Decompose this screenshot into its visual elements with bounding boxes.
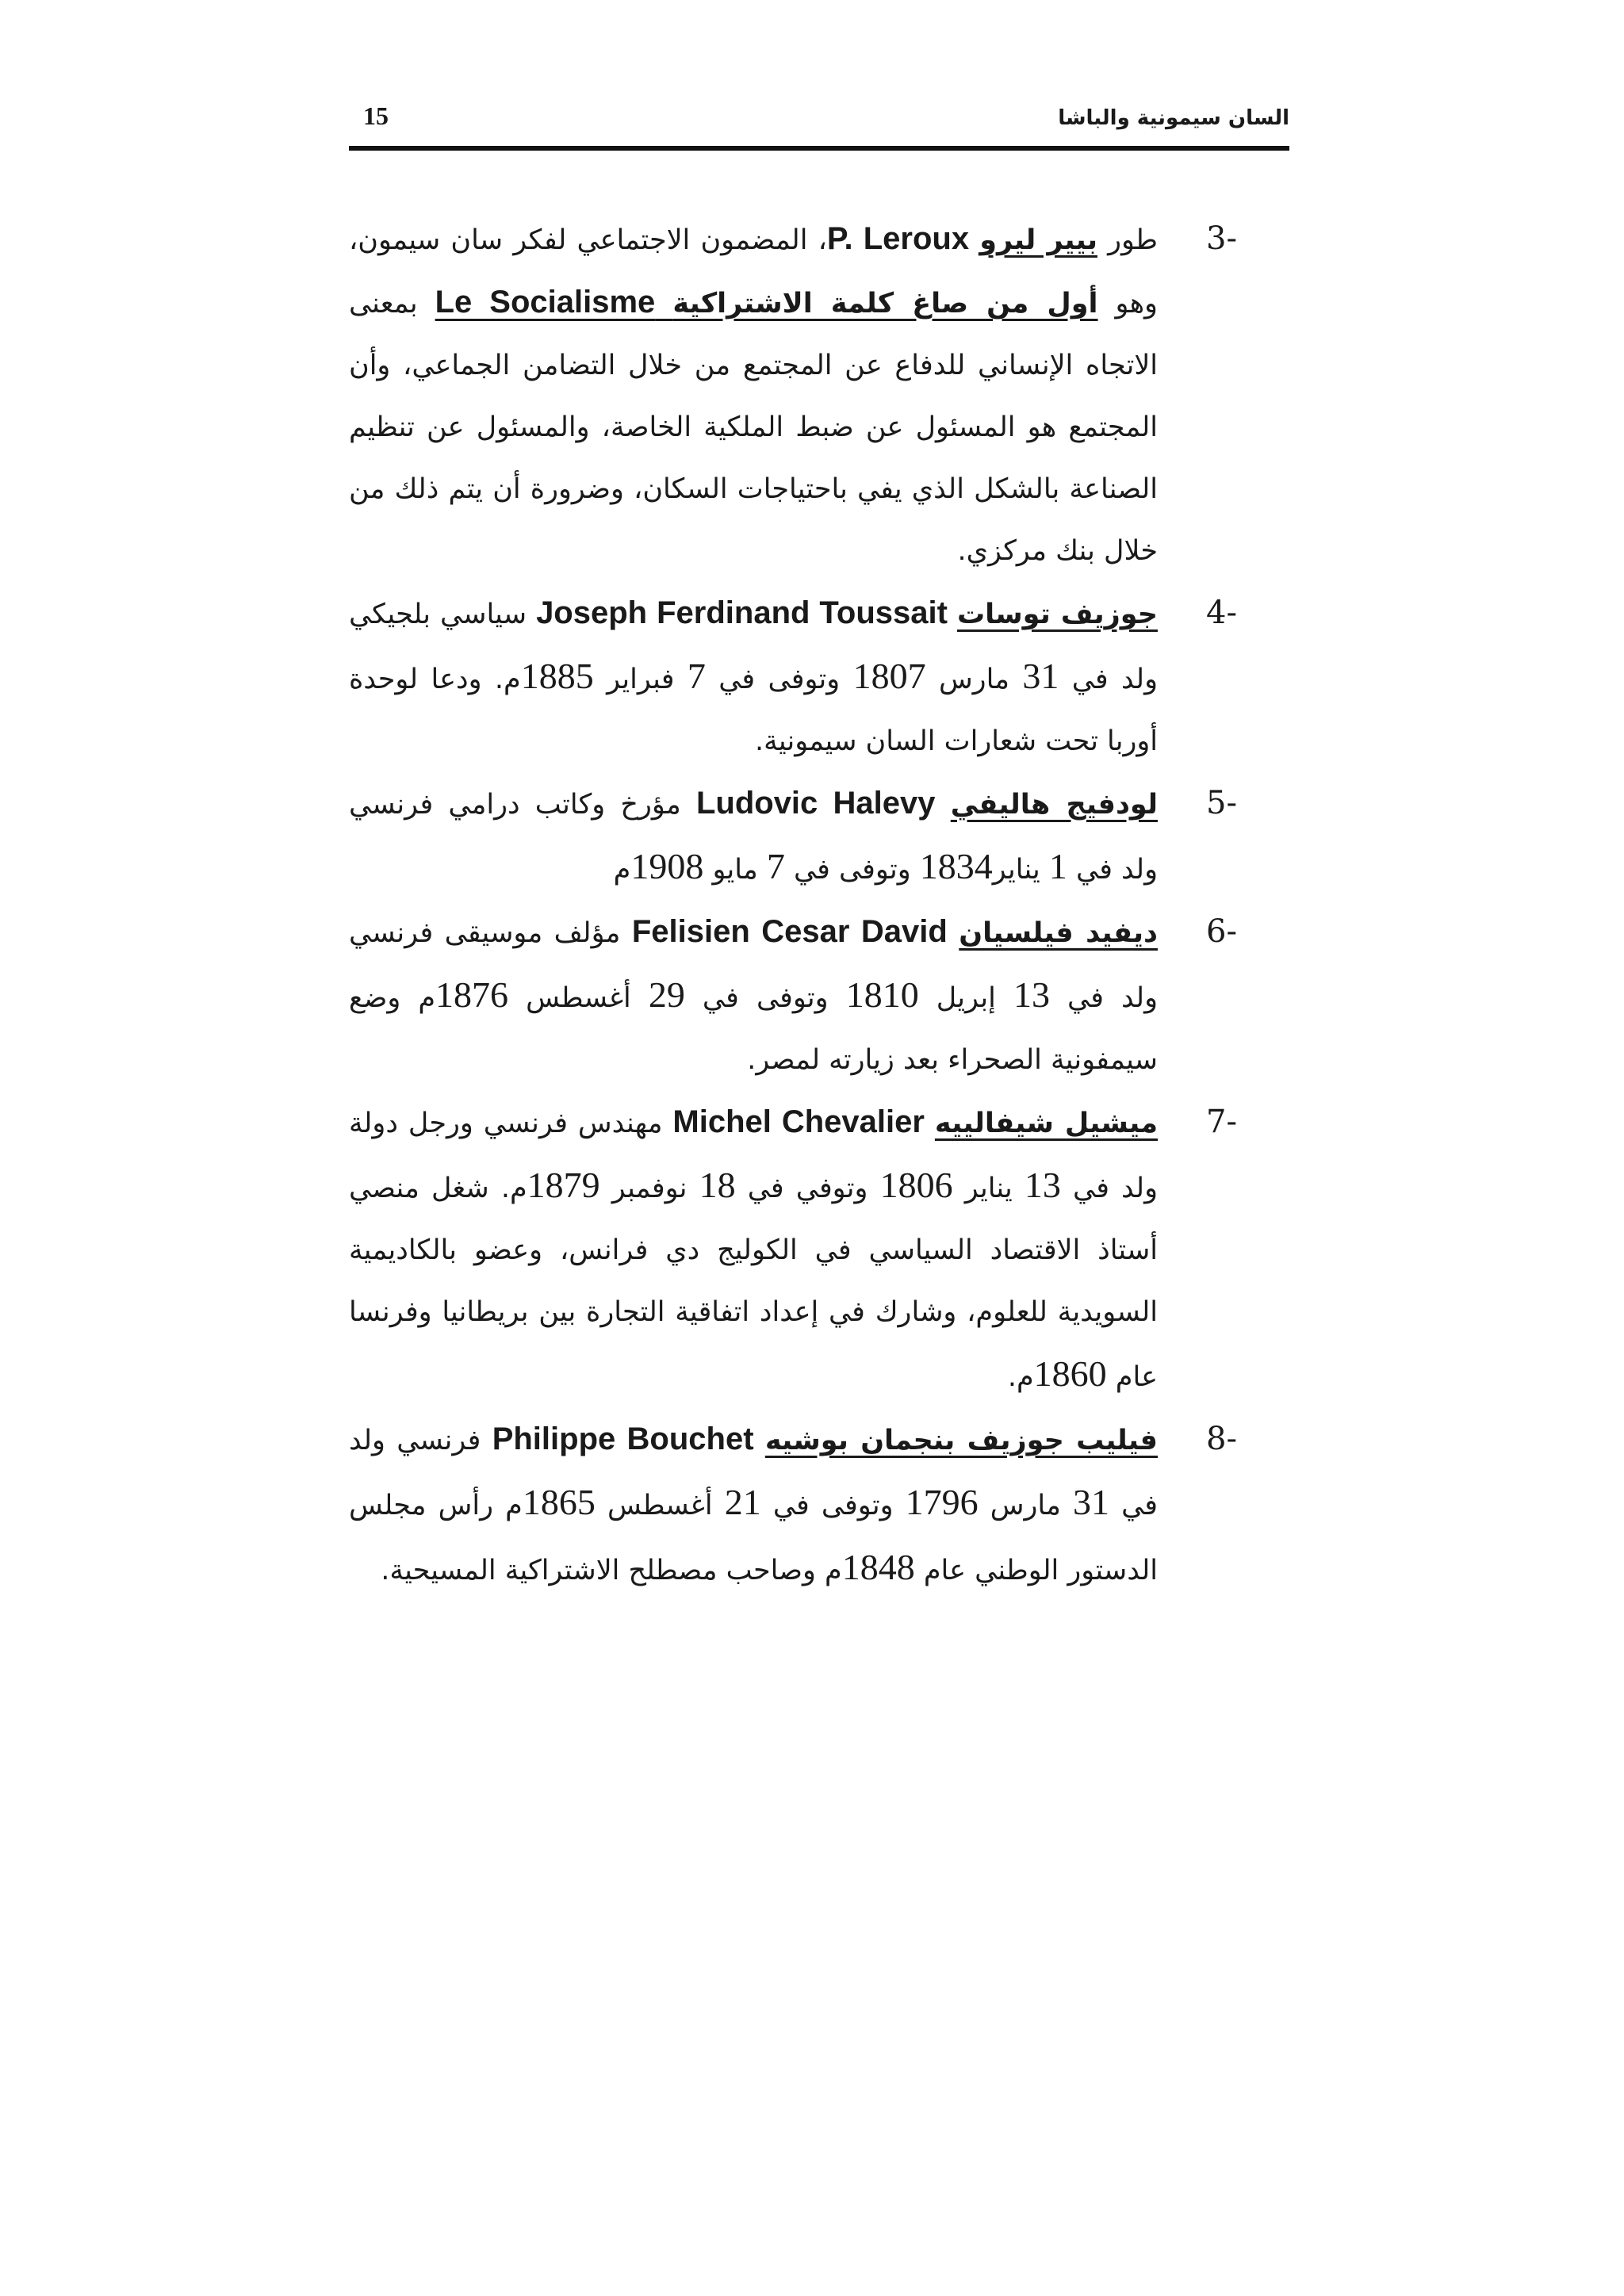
emphasis-space xyxy=(655,288,672,320)
date-number: 21 xyxy=(724,1482,761,1522)
footnote-text: وتوفى في xyxy=(760,1490,906,1521)
footnote-text: م. xyxy=(1007,1361,1034,1393)
person-name-latin: Philippe Bouchet xyxy=(492,1422,754,1456)
footnote-text: فبراير xyxy=(593,664,688,695)
date-number: 1879 xyxy=(527,1165,600,1205)
date-number: 1848 xyxy=(841,1547,915,1587)
footnote-6 xyxy=(349,901,1237,1091)
footnote-number: 4- xyxy=(1206,595,1237,631)
date-number: 7 xyxy=(687,656,706,696)
footnote-7 xyxy=(349,1091,1237,1408)
footnote-4 xyxy=(349,582,1237,772)
footnote-text: فرنسي ولد في xyxy=(349,1425,1158,1521)
footnote-8 xyxy=(349,1408,1237,1601)
date-number: 1807 xyxy=(852,656,926,696)
footnote-text: أغسطس xyxy=(595,1490,725,1521)
date-number: 1806 xyxy=(879,1165,953,1205)
date-number: 1865 xyxy=(522,1482,596,1522)
person-name-arabic: ديفيد فيلسيان xyxy=(959,917,1158,949)
footnote-text: م وصاحب مصطلح الاشتراكية المسيحية. xyxy=(381,1555,842,1586)
footnote-text: سياسي بلجيكي ولد في xyxy=(349,599,1158,695)
emphasis-latin: Le Socialisme xyxy=(435,285,656,320)
footnote-3 xyxy=(349,208,1237,582)
footnote-text: وتوفى في xyxy=(684,982,846,1014)
footnote-text: أغسطس xyxy=(508,982,649,1014)
date-number: 18 xyxy=(699,1165,736,1205)
date-number: 1876 xyxy=(435,974,509,1015)
date-number: 13 xyxy=(1013,974,1050,1015)
person-name-latin: Joseph Ferdinand Toussait xyxy=(536,595,948,630)
footnote-text: إبريل xyxy=(918,982,1013,1014)
person-name-latin: Michel Chevalier xyxy=(672,1104,925,1139)
footnote-text: مؤرخ وكاتب درامي فرنسي ولد في xyxy=(349,789,1158,886)
footnote-text: وتوفى في xyxy=(784,854,920,886)
person-name-arabic: بيير ليرو xyxy=(979,224,1097,256)
footnote-text: نوفمبر xyxy=(599,1173,699,1204)
footnote-number: 7- xyxy=(1206,1104,1237,1140)
footnote-text: مارس xyxy=(978,1490,1073,1521)
footnote-5 xyxy=(349,772,1237,901)
footnote-text: طور xyxy=(1097,224,1158,256)
date-number: 13 xyxy=(1024,1165,1061,1205)
footnote-text: يناير xyxy=(952,1173,1025,1204)
footnote-number: 8- xyxy=(1206,1421,1237,1457)
date-number: 31 xyxy=(1072,1482,1109,1522)
footnote-text: مؤلف موسيقى فرنسي ولد في xyxy=(349,917,1158,1014)
footnote-number: 5- xyxy=(1206,785,1237,821)
date-number: 1908 xyxy=(630,846,704,886)
footnote-text: م. شغل منصي أستاذ الاقتصاد السياسي في الكوليج دي فرانس، وعضو بالكاديمية السويدية للعلوم، وشارك في إعداد اتفاقية التجارة بين بريطانيا وفرنسا عام xyxy=(349,1173,1158,1393)
footnote-text: وتوفي في xyxy=(735,1173,880,1204)
date-number: 1796 xyxy=(905,1482,979,1522)
person-name-latin: Ludovic Halevy xyxy=(695,786,936,821)
footnote-text: ، المضمون الاجتماعي لفكر سان سيمون، وهو xyxy=(349,224,1158,320)
date-number: 1 xyxy=(1048,846,1067,886)
footnote-text: مايو xyxy=(703,854,767,886)
footnote-number: 3- xyxy=(1206,220,1237,257)
emphasis-arabic: أول من صاغ كلمة الاشتراكية xyxy=(672,288,1098,320)
person-name-latin: Felisien Cesar David xyxy=(631,914,948,949)
date-number: 1834 xyxy=(919,846,993,886)
footnote-text: مهندس فرنسي ورجل دولة ولد في xyxy=(349,1108,1158,1204)
person-name-latin: P. Leroux xyxy=(826,221,970,256)
date-number: 1860 xyxy=(1033,1353,1107,1394)
footnote-text xyxy=(969,224,979,256)
running-header-title: السان سيمونية والباشا xyxy=(1058,106,1289,130)
running-header xyxy=(349,101,1289,149)
date-number: 29 xyxy=(648,974,685,1015)
footnotes-list xyxy=(349,208,1237,1601)
footnote-text: يناير xyxy=(992,854,1049,886)
person-name-arabic: فيليب جوزيف بنجمان بوشيه xyxy=(764,1425,1158,1456)
date-number: 7 xyxy=(766,846,785,886)
date-number: 1810 xyxy=(845,974,919,1015)
person-name-arabic: لودفيج هاليفي xyxy=(950,789,1158,821)
date-number: 1885 xyxy=(520,656,594,696)
person-name-arabic: جوزيف توسات xyxy=(956,599,1158,630)
header-rule xyxy=(349,146,1289,151)
person-name-arabic: ميشيل شيفالييه xyxy=(934,1108,1158,1139)
footnote-text: وتوفى في xyxy=(705,664,853,695)
footnote-number: 6- xyxy=(1206,913,1237,950)
footnote-text: م xyxy=(613,854,631,886)
date-number: 31 xyxy=(1022,656,1059,696)
footnote-text: مارس xyxy=(925,664,1023,695)
footnote-text: م. ودعا لوحدة أوربا تحت شعارات السان سيمونية. xyxy=(349,664,1158,757)
footnote-text: م وضع سيمفونية الصحراء بعد زيارته لمصر. xyxy=(349,982,1158,1076)
page-number: 15 xyxy=(363,101,389,130)
footnote-text: بمعنى الاتجاه الإنساني للدفاع عن المجتمع من خلال التضامن الجماعي، وأن المجتمع هو المسئول عن ضبط الملكية الخاصة، والمسئول عن تنظيم الصناعة بالشكل الذي يفي باحتياجات السكان، وضرورة أن يتم ذلك من خلال بنك مركزي. xyxy=(349,288,1158,567)
footnote-text: م رأس مجلس الدستور الوطني عام xyxy=(349,1490,1158,1586)
